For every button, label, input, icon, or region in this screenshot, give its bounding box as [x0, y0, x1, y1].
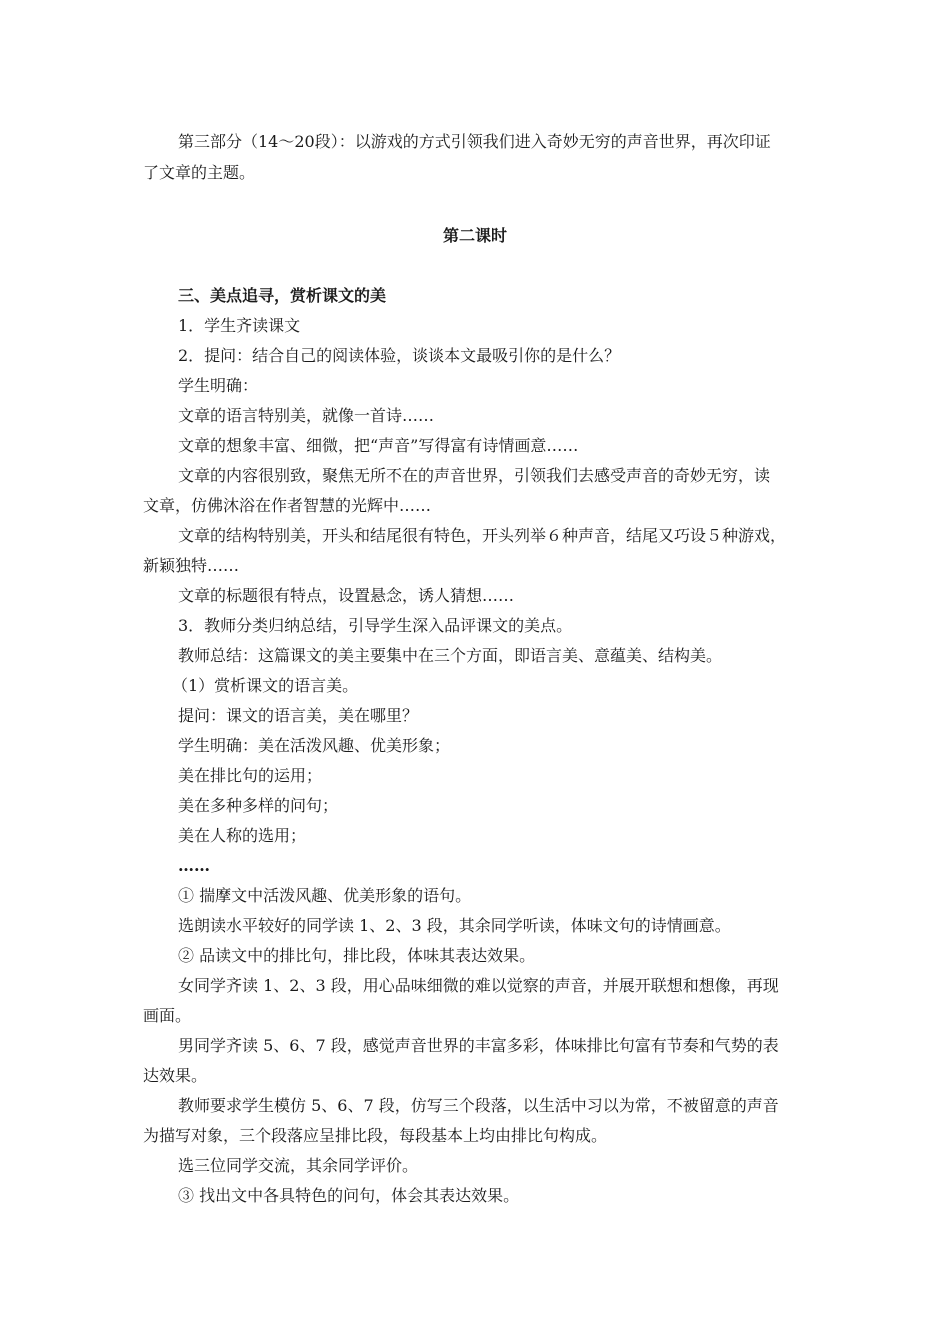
- paragraph-line: 画面。: [143, 1006, 192, 1025]
- paragraph-line: 男同学齐读 5、6、7 段，感觉声音世界的丰富多彩，体味排比句富有节奏和气势的表: [178, 1036, 779, 1055]
- part3-line-2: 了文章的主题。: [143, 163, 256, 182]
- paragraph-line: 3．教师分类归纳总结，引导学生深入品评课文的美点。: [178, 616, 573, 635]
- paragraph-line: 达效果。: [143, 1066, 208, 1085]
- paragraph-line: 教师总结：这篇课文的美主要集中在三个方面，即语言美、意蕴美、结构美。: [178, 646, 723, 665]
- paragraph-line: 选朗读水平较好的同学读 1、2、3 段，其余同学听读，体味文句的诗情画意。: [178, 916, 731, 935]
- paragraph-line: 美在排比句的运用；: [178, 766, 323, 785]
- paragraph-line: ① 揣摩文中活泼风趣、优美形象的语句。: [178, 886, 472, 905]
- paragraph-line: 学生明确：: [178, 376, 259, 395]
- paragraph-line: 文章的语言特别美，就像一首诗……: [178, 406, 435, 425]
- section-heading: 三、美点追寻，赏析课文的美: [178, 286, 387, 305]
- paragraph-line: 文章的想象丰富、细微，把“声音”写得富有诗情画意……: [178, 436, 579, 455]
- paragraph-line: （1）赏析课文的语言美。: [172, 676, 359, 695]
- paragraph-line: 文章的结构特别美，开头和结尾很有特色，开头列举６种声音，结尾又巧设５种游戏，: [178, 526, 787, 545]
- paragraph-line: 文章，仿佛沐浴在作者智慧的光辉中……: [143, 496, 432, 515]
- paragraph-line: 文章的内容很别致，聚焦无所不在的声音世界，引领我们去感受声音的奇妙无穷，读: [178, 466, 771, 485]
- paragraph-line: ② 品读文中的排比句，排比段，体味其表达效果。: [178, 946, 536, 965]
- paragraph-line: 教师要求学生模仿 5、6、7 段，仿写三个段落，以生活中习以为常，不被留意的声音: [178, 1096, 779, 1115]
- paragraph-line: 美在人称的选用；: [178, 826, 307, 845]
- paragraph-line: 女同学齐读 1、2、3 段，用心品味细微的难以觉察的声音，并展开联想和想像，再现: [178, 976, 779, 995]
- paragraph-line: 文章的标题很有特点，设置悬念，诱人猜想……: [178, 586, 515, 605]
- lesson-title: 第二课时: [442, 226, 507, 245]
- ellipsis-line: ……: [178, 856, 210, 875]
- paragraph-line: 选三位同学交流，其余同学评价。: [178, 1156, 419, 1175]
- paragraph-line: 2．提问：结合自己的阅读体验，谈谈本文最吸引你的是什么？: [178, 346, 621, 365]
- paragraph-line: 学生明确：美在活泼风趣、优美形象；: [178, 736, 451, 755]
- paragraph-line: 提问：课文的语言美，美在哪里？: [178, 706, 419, 725]
- paragraph-line: 新颖独特……: [143, 556, 240, 575]
- paragraph-line: 美在多种多样的问句；: [178, 796, 339, 815]
- paragraph-line: 1．学生齐读课文: [178, 316, 301, 335]
- paragraph-line: 为描写对象，三个段落应呈排比段，每段基本上均由排比句构成。: [143, 1126, 608, 1145]
- part3-line-1: 第三部分（14～20段）：以游戏的方式引领我们进入奇妙无穷的声音世界，再次印证: [178, 132, 771, 151]
- paragraph-line: ③ 找出文中各具特色的问句，体会其表达效果。: [178, 1186, 520, 1205]
